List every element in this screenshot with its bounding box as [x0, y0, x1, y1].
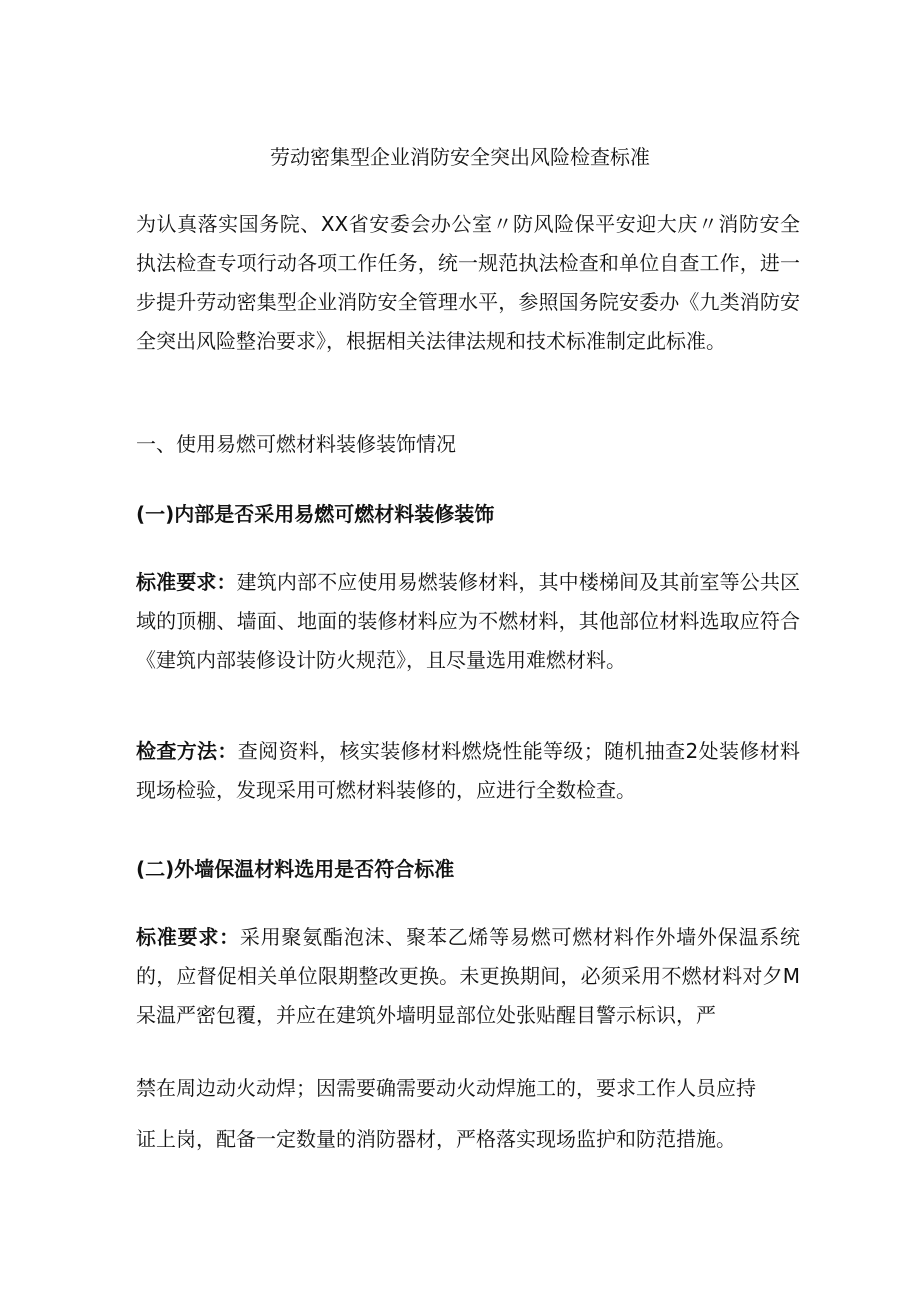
intro-paragraph: 为认真落实国务院、XX省安委会办公室〃防风险保平安迎大庆〃消防安全执法检查专项行动各项工作任务，统一规范执法检查和单位自查工作，进一步提升劳动密集型企业消防安全管理水平，参照国务院安委办《九类消防安全突出风险整治要求》，根据相关法律法规和技术标准制定此标准。 — [136, 212, 800, 353]
subsection-1-standard — [136, 563, 800, 680]
subsection-1-heading: (一)内部是否采用易燃可燃材料装修装饰 — [136, 502, 495, 526]
subsection-2-line-4: 禁在周边动火动焊；因需要确需要动火动焊施工的，要求工作人员应持 — [136, 1076, 756, 1100]
document-title: 劳动密集型企业消防安全突出风险检查标准 — [270, 145, 650, 169]
method-text: 查阅资料，核实装修材料燃烧性能等级；随机抽查2处装修材料现场检验，发现采用可燃材料装修的，应进行全数检查。 — [136, 739, 800, 802]
standard-text-2: 采用聚氨酯泡沫、聚苯乙烯等易燃可燃材料作外墙外保温系统的，应督促相关单位限期整改更换。未更换期间，必须采用不燃材料对夕M呆温严密包覆，并应在建筑外墙明显部位处张贴醒目警示标识，严 — [136, 925, 801, 1027]
standard-label-2: 标准要求： — [136, 925, 240, 949]
section-1-heading: 一、使用易燃可燃材料装修装饰情况 — [136, 432, 456, 456]
subsection-2-standard — [136, 918, 800, 1035]
subsection-2-line-5: 证上岗，配备一定数量的消防器材，严格落实现场监护和防范措施。 — [136, 1127, 736, 1151]
subsection-2-heading: (二)外墙保温材料选用是否符合标准 — [136, 857, 455, 881]
standard-label: 标准要求： — [136, 570, 237, 594]
method-label: 检查方法： — [136, 739, 238, 763]
standard-text: 建筑内部不应使用易燃装修材料，其中楼梯间及其前室等公共区域的顶棚、墙面、地面的装修材料应为不燃材料，其他部位材料选取应符合《建筑内部装修设计防火规范》，且尽量选用难燃材料。 — [136, 570, 800, 672]
subsection-1-method — [136, 732, 800, 810]
